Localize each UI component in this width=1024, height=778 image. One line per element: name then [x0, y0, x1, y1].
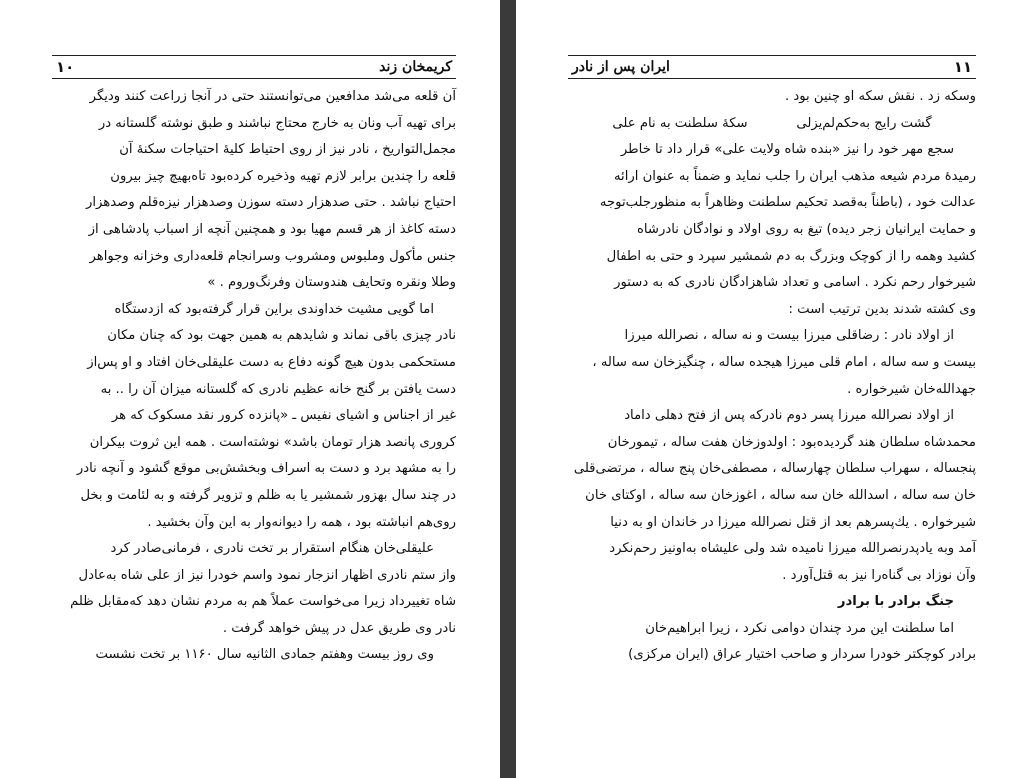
text-line: شیرخواره . یك‌پسرهم بعد از قتل نصرالله میرزا در خاندان او به دنیا — [610, 514, 976, 530]
text-line: خان سه ساله ، اسدالله خان سه ساله ، اغوزخان سه ساله ، اوکتای خان — [585, 487, 976, 503]
text-line: را به مشهد برد و دست به اسراف وبخشش‌بی موقع گشود و آنچه نادر — [76, 461, 456, 477]
text-line: شیرخوار رحم نکرد . اسامی و تعداد شاهزادگان نادری که به دستور — [614, 275, 976, 291]
text-line: در چند سال بهزور شمشیر یا به ظلم و تزویر گرفته و به لئامت و بخل — [80, 487, 456, 503]
right-page — [516, 0, 1024, 778]
text-line: جنس مأکول وملبوس ومشروب وسرانجام قلعه‌داری وخزانه وجواهر — [89, 248, 456, 264]
text-line: جهدالله‌خان شیرخواره . — [847, 381, 976, 397]
text-line: و حمایت ایرانیان زجر دیده) تیغ به روی اولاد و نوادگان نادرشاه — [636, 221, 976, 237]
text-line: کشید وهمه را از کوچک وبزرگ به دم شمشیر سپرد و حتی به اطفال — [606, 248, 976, 264]
text-line: وآن نوزاد بی گناه‌را نیز به قتل‌آورد . — [782, 567, 976, 583]
text-line: غیر از اجناس و اشیای نفیس ـ «پانزده کرور نقد مسکوک که هر — [111, 408, 456, 424]
text-line: رمیدهٔ مردم شیعه مذهب ایران را جلب نماید و ضمناً به عنوان ارائه — [613, 168, 976, 184]
text-line: کروری پانصد هزار تومان باشد» نوشته‌است . همه این ثروت بیکران — [89, 434, 456, 450]
right-running-title: ایران پس از نادر — [572, 59, 670, 75]
right-page-header — [568, 55, 976, 79]
text-line: برادر کوچکتر خودرا سردار و صاحب اختیار عراق (ایران مرکزی) — [628, 647, 976, 663]
left-page-body — [52, 84, 456, 669]
text-line: از اولاد نصرالله میرزا پسر دوم نادرکه پس از فتح دهلی داماد — [624, 408, 954, 424]
text-line: اما سلطنت این مرد چندان دوامی نکرد ، زیرا ابراهیم‌خان — [645, 620, 954, 636]
text-line: آمد وبه یادپدرنصرالله میرزا نامیده شد ولی علیشاه به‌اونیز رحم‌نکرد — [609, 541, 976, 557]
text-line: روی‌هم انباشته بود ، همه را دیوانه‌وار به این وآن بخشید . — [147, 514, 456, 530]
section-heading: جنگ برادر با برادر — [837, 594, 954, 610]
poem-hemistich: گشت رایج به‌حکم‌لم‌یزلی — [796, 115, 932, 131]
text-line: واز ستم نادری اظهار انزجار نمود واسم خودرا نیز از علی شاه به‌عادل — [78, 567, 456, 583]
text-line: محمدشاه سلطان هند گردیده‌بود : اولدوزخان هفت ساله ، تیمورخان — [607, 434, 976, 450]
text-line: دسته کاغذ از هر قسم مهیا بود و همچنین آنچه از اسباب پادشاهی از — [88, 221, 456, 237]
text-line: احتیاج نباشد . حتی صدهزار دسته سوزن وصدهزار نیزه‌قلم وصدهزار — [85, 195, 456, 211]
text-line: علیقلی‌خان هنگام استقرار بر تخت نادری ، فرمانی‌صادر کرد — [110, 541, 434, 557]
text-line: برای تهیه آب ونان به خارج محتاج نباشند و طبق نوشته گلستانه در — [98, 115, 456, 131]
text-line: از اولاد نادر : رضاقلی میرزا بیست و نه ساله ، نصرالله میرزا — [624, 328, 954, 344]
poem-hemistich: سکهٔ سلطنت به نام علی — [612, 115, 748, 131]
right-page-number: ۱۱ — [953, 58, 972, 76]
text-line: وسکه زد . نقش سکه او چنین بود . — [784, 89, 976, 104]
text-line: سجع مهر خود را نیز «بنده شاه ولایت علی» قرار داد تا خاطر — [620, 142, 954, 158]
text-line: نادر چیزی باقی نماند و شایدهم به همین جهت بود که چنان مکان — [107, 328, 456, 344]
text-line: آن قلعه می‌شد مدافعین می‌توانستند حتی در آنجا زراعت کنند ودیگر — [89, 89, 456, 104]
text-line: شاه تغییرداد زیرا می‌خواست عملاً هم به مردم نشان دهد که‌مقابل ظلم — [70, 594, 456, 610]
text-line: بیست و سه ساله ، امام قلی میرزا هیجده ساله ، چنگیزخان سه ساله ، — [592, 354, 976, 370]
left-page — [0, 0, 500, 778]
text-line: وی روز بیست وهفتم جمادی الثانیه سال ۱۱۶۰ بر تخت نشست — [95, 647, 434, 663]
text-line: دست یافتن بر گنج خانه عظیم نادری که گلستانه میزان آن را .. به — [100, 381, 456, 397]
poem-couplet — [568, 111, 976, 138]
text-line: مستحکمی بدون هیچ گونه دفاع به دست علیقلی‌خان افتاد و او پس‌از — [87, 354, 456, 370]
text-line: پنجساله ، سهراب سلطان چهارساله ، مصطفی‌خان پنج ساله ، مرتضی‌قلی — [573, 461, 976, 477]
text-line: اما گویی مشیت خداوندی براین قرار گرفته‌بود که ازدستگاه — [114, 301, 434, 317]
text-line: قلعه را چندین برابر لازم تهیه وذخیره کرده‌بود تاه‌بهیچ چیز بیرون — [110, 168, 456, 184]
text-line: عدالت خود ، (باطناً به‌قصد تحکیم سلطنت وظاهراً به منظورجلب‌توجه — [599, 195, 976, 211]
right-page-body — [568, 84, 976, 669]
left-page-header — [52, 55, 456, 79]
left-running-title: کریمخان زند — [379, 59, 452, 75]
book-gutter — [500, 0, 516, 778]
left-page-number: ۱۰ — [56, 58, 75, 76]
text-line: نادر وی طریق عدل در پیش خواهد گرفت . — [222, 620, 456, 636]
text-line: مجمل‌التواریخ ، نادر نیز از روی احتیاط کلیهٔ احتیاجات سکنهٔ آن — [119, 142, 456, 158]
text-line: وطلا ونقره وتحایف هندوستان وفرنگ‌وروم . » — [207, 275, 456, 291]
text-line: وی کشته شدند بدین ترتیب است : — [788, 301, 976, 317]
